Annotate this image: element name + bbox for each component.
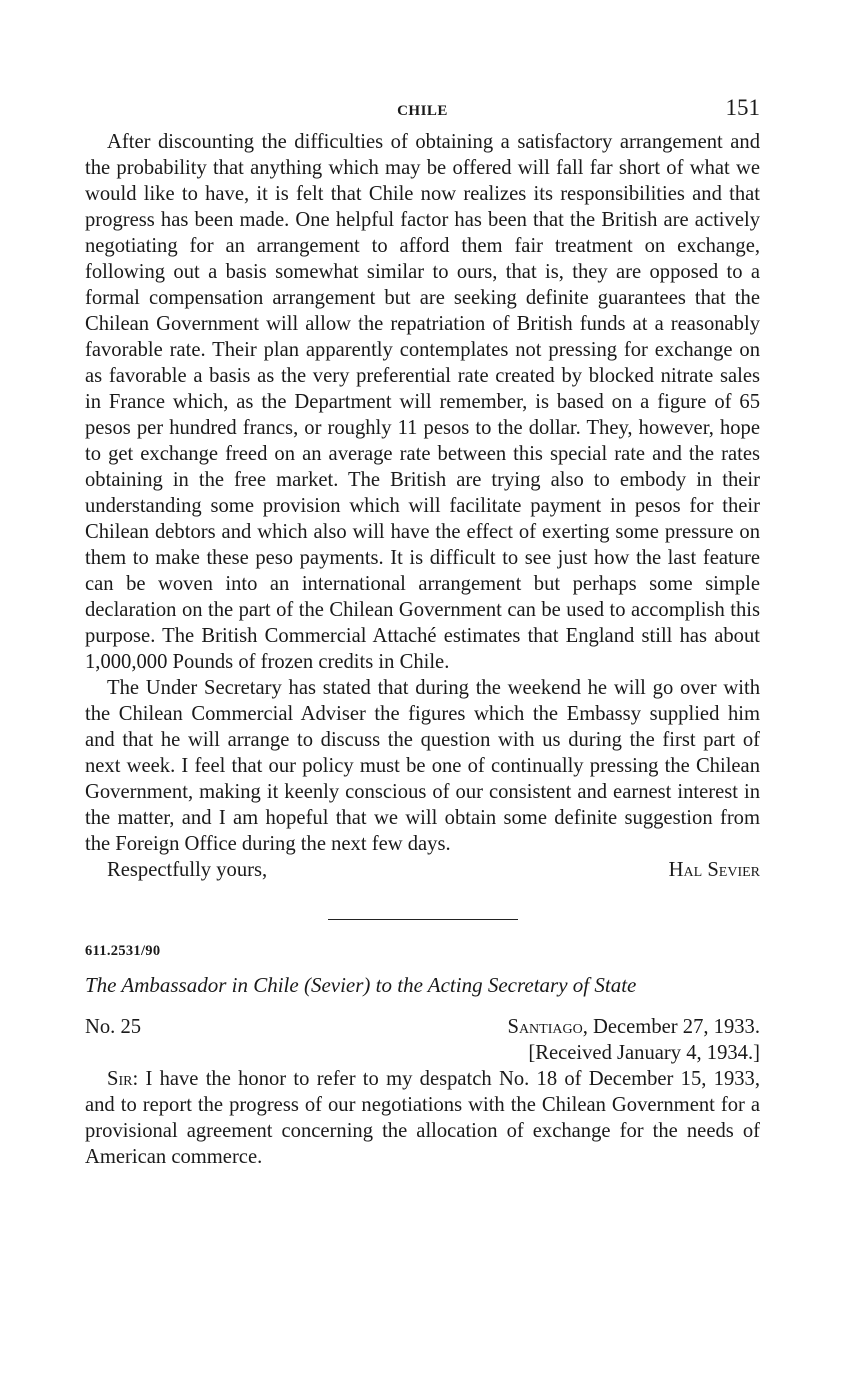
document-page: [85, 95, 760, 1170]
page-number: 151: [725, 95, 760, 120]
received-date: [Received January 4, 1934.]: [528, 1042, 760, 1064]
opening-text: I have the honor to refer to my despatch No. 18 of December 15, 1933, and to report the progress of our negotiations with the Chilean Government for a provisional agreement concerning the allocation of exchange for the needs of American commerce.: [85, 1068, 760, 1168]
letter-closing: [85, 857, 760, 883]
date-block: [507, 1014, 760, 1066]
section-divider: [328, 919, 518, 920]
running-head: [85, 95, 760, 129]
body-paragraph-2: The Under Secretary has stated that during the weekend he will go over with the Chilean Commercial Adviser the figures which the Embassy supplied him and that he will arrange to discuss the question with us during the first part of next week. I feel that our policy must be one of continually pressing the Chilean Government, making it keenly conscious of our consistent and earnest interest in the matter, and I am hopeful that we will obtain some definite suggestion from the Foreign Office during the next few days.: [85, 677, 760, 855]
file-number: 611.2531/90: [85, 943, 161, 959]
closing-salutation: Respectfully yours,: [107, 859, 268, 881]
opening-salutation: Sir:: [107, 1068, 139, 1090]
dateline: [85, 1014, 760, 1066]
signature: Hal Sevier: [668, 859, 760, 881]
running-head-title: CHILE: [397, 103, 448, 119]
letter-opening-paragraph: [85, 1066, 760, 1170]
despatch-number: No. 25: [85, 1016, 142, 1038]
document-heading: The Ambassador in Chile (Sevier) to the Acting Secretary of State: [85, 973, 637, 997]
date: December 27, 1933.: [593, 1016, 760, 1038]
body-paragraph-1: After discounting the difficulties of obtaining a satisfactory arrangement and the probability that anything which may be offered will fall far short of what we would like to have, it is felt that Chile now realizes its responsibilities and that progress has been made. One helpful factor has been that the British are actively negotiating for an arrangement to afford them fair treatment on exchange, following out a basis somewhat similar to ours, that is, they are opposed to a formal compensation arrangement but are seeking definite guarantees that the Chilean Government will allow the repatriation of British funds at a reasonably favorable rate. Their plan apparently contemplates not pressing for exchange on as favorable a basis as the very preferential rate created by blocked nitrate sales in France which, as the Department will remember, is based on a figure of 65 pesos per hundred francs, or roughly 11 pesos to the dollar. They, however, hope to get exchange freed on an average rate between this special rate and the rates obtaining in the free market. The British are trying also to embody in their understanding some provision which will facilitate payment in pesos for their Chilean debtors and which also will have the effect of exerting some pressure on them to make these peso payments. It is difficult to see just how the last feature can be woven into an international arrangement but perhaps some simple declaration on the part of the Chilean Government can be used to accomplish this purpose. The British Commercial Attaché estimates that England still has about 1,000,000 Pounds of frozen credits in Chile.: [85, 131, 760, 673]
place: Santiago,: [507, 1016, 588, 1038]
